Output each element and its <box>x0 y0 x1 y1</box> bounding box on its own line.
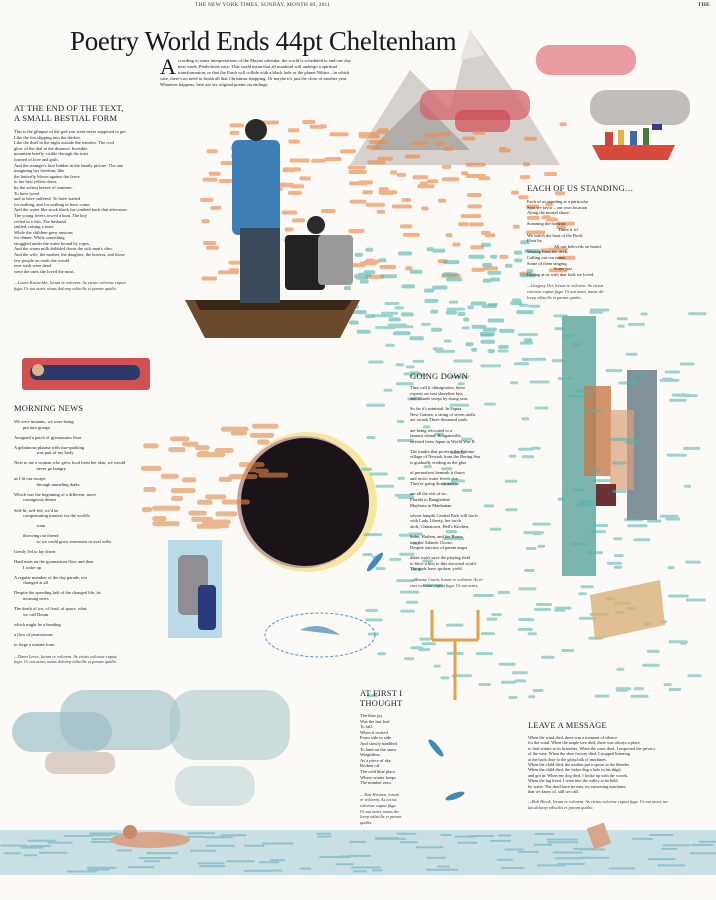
poem-each-of-us <box>527 183 707 300</box>
poem5-title-line1: AT FIRST I <box>360 688 403 698</box>
grey-cloud <box>536 45 690 125</box>
stanza: We were mutants, we were being put into groups <box>14 419 74 430</box>
poem5-body: The blue jay Was the last leaf To fall When it rocked From side to side And slowly tumbled To land on the snow Weightless As a piece of sky Broken off The cold blue place Where winter keeps The number zero. <box>360 713 397 786</box>
stanza: Hard mats on the gymnasium floor and then I woke up <box>14 559 94 570</box>
sea-strokes-teal <box>331 240 541 353</box>
masthead-dateline: THE NEW YORK TIMES, SUNDAY, MONTH 00, 2011 <box>195 2 331 8</box>
stanza: Assigned a patch of gymnasium floor <box>14 434 82 440</box>
stanza: Which was the beginning of a different, more courageous dream <box>14 491 96 503</box>
stanza: throwing out thread so we could grow enormous in oval webs <box>23 533 112 544</box>
poem3-credit: —Dana Levin, lorum re volorem. As eicius voloriae cuptat fuga. Ut aut autet, natas dolorep ediscilis et parum quidio. <box>14 653 118 665</box>
stanza: a flow of permissions <box>14 631 53 637</box>
hooded-figure <box>168 540 222 638</box>
stadium-stands <box>590 580 665 640</box>
poem4-credit: —Maxine Cunin, lorum re volorem. As ei- cius voloriae cuptat fuga. Ut aut autet, <box>410 577 484 588</box>
clouds-lower <box>12 690 290 806</box>
poem-at-first <box>360 688 435 825</box>
stanza: whose lamplit Central Park will lurch with Lady Liberty, her torch aloft, Chinatown, Hell's Kitchen, <box>410 512 478 529</box>
skyscrapers <box>562 316 657 576</box>
poem-leave-a-message <box>528 720 713 811</box>
stanza: Next to me a woman who grew food from her skin, we would never go hungry <box>14 460 126 472</box>
intro-paragraph <box>160 54 355 88</box>
stanza: are being relocated to a famous island, Bougainville, wrested from Japan in World War II. <box>410 427 476 444</box>
poem2-title: EACH OF US STANDING… <box>527 183 634 193</box>
stanza: A regular member of the day parade, not changed at all <box>14 574 87 586</box>
bottom-water <box>0 823 716 875</box>
stanza: of permafrost beneath it thaws and arctic water levels rise. They're going down and so <box>410 470 465 487</box>
intro-dropcap: A <box>160 54 176 79</box>
stanza: as I lit our escape through tunneling darks <box>14 476 80 487</box>
stanza: want <box>14 523 46 529</box>
stanza: Self-lit, self-fed, we'd be compensating masters for the world's <box>14 507 91 519</box>
poem6-title: LEAVE A MESSAGE <box>528 720 607 730</box>
stanza: which might be a bending <box>14 621 61 627</box>
poem1-title-line2: A SMALL BESTIAL FORM <box>14 113 118 123</box>
poem5-title-line2: THOUGHT <box>360 698 403 708</box>
poem3-title: MORNING NEWS <box>14 403 84 413</box>
poem5-credit: —Tom Hennen, lorum re volorem. As eicius voloriae cuptat fuga. Ut aut autet, natas do- lorep ediscilis et parum quidio. <box>360 791 402 825</box>
stanza: are all the rest of us– Florida to Bangladesh Maylasia to Manhattan <box>410 491 452 508</box>
poem2-body: Each of us standing at a particular Spot we favor – our own location Along the mortal shore. Scanning the horizon. There it is! We watch the boat of the Book Float by. All our beloveds on board. Waving from the deck, Calling out our name. Some of them singing. Some just Gazing at us with that look we loved. <box>527 199 602 277</box>
goalpost <box>432 610 478 700</box>
poem1-credit: —Laura Kasischke, lorum re volorem. As eicius voloriae cuptat fuga. Ut aut autet, natas dolorep ediscilis et parum quidio. <box>14 280 126 292</box>
stanza: A gelatinous plasma with star-sparking was part of my body <box>14 444 85 456</box>
black-hole <box>237 432 377 572</box>
poem2-credit: —Gregory Orr, lorum re volorem. As eicius voloriae cuptat fuga. Ut aut autet, natas do- lorep ediscilis et parum quidio. <box>527 283 605 300</box>
poem-bestial-form <box>14 103 204 292</box>
poem3-body <box>14 419 164 648</box>
stanza: to forge a mutant form <box>14 642 55 648</box>
poem-going-down <box>410 371 525 588</box>
page-headline: Poetry World Ends 44pt Cheltenham <box>70 26 457 56</box>
poem-morning-news <box>14 403 164 665</box>
stanza: The death of ice, of food, of space, what we call Doom <box>14 606 87 617</box>
poem4-title: GOING DOWN <box>410 371 468 381</box>
intro-text: ccording to some interpretations of the Mayan calendar, the world is scheduled to end one day next week. Predictions vary: That could mean that all mankind will undergo a spiritual transformation, or that the Earth will collide with a black hole or the planet Nibiru – in which case, there's no need to finish all that Christmas shopping. Or maybe it's just the close of another year. Whatever happens, here are six original poems on endings. <box>160 58 351 87</box>
sleeping-figure <box>22 358 150 390</box>
poem6-credit: —Bob Hicok, lorum re volorem. As eicius voloriae cuptat fuga. Ut aut autet, na- tas dolorep ediscilis et parum quidio. <box>528 799 669 811</box>
stanza: dikes won't save the playing field to blow a kiss to this drowned world. The gods have spoken: yield. <box>410 555 477 572</box>
swimmer-sketch <box>265 613 375 657</box>
ferry-boat <box>592 124 675 160</box>
poem4-body <box>410 385 525 572</box>
poem6-body: When the wind died, there was a moment of silence for the wind. When the maple tree died, there was always a place to find winter in its branches. When the roses died, I respected the privacy of the vase. When the shoe factory died, I stopped listening at the back door to the gloss/talk of machines. When the child died, the mother put a spoon in the blender. When the child died, the father dug a hole in his thigh and got in. When my dog died, I broke up with the woods. When the log lived, I went into the valley to be held by water. The dead have no ears, no answering machines that we know of, still we call. <box>528 735 656 795</box>
stanza: Gently led to lay down <box>14 549 56 554</box>
poem1-body: This is the glimpse of the god you were never supposed to get. Like the fox slipping into the thicket. Like the thief in the night outside the window. The cool glow of the dial in the distance. Invisible mountain briefly visible through the mist formed of love and guilt. And the stranger's face hidden in the family picture. The one imagining her freedom, like the butterfly blown against the fence to her best yellow dress by the softest breeze of summer: To have loved and to have suffered. To have waited for nothing, and for nothing to have come, And the water like stock black fur combed back that afternoon: The young lovers rowed a boat. The boy reeled in a fish. The husband smiled, raising a toast. While the children grew anxious for dinner. While something struggled under the water bound by ropes. And the warm milk dribbled down the sick man's chin. And the wife, the mother, the daughter, the hostess, and those few people on earth she would ever wish were dead were the ones she loved the most. <box>14 129 128 274</box>
poem1-title-line1: AT THE END OF THE TEXT, <box>14 103 124 113</box>
stanza: The tundra that protects the Eskimo village of Newtok from the Bering Sea is gradually eroding as the glue <box>410 448 480 466</box>
stanza: They call it climigration, these experts on vast shoreline loss and islands swept by rising seas. <box>410 385 469 402</box>
stanza: So far it's minimal. In Papua New Guinea, a string of seven atolls are awash.Three thousand souls <box>410 406 476 423</box>
stanza: Soho, Harlem, and the Bronx into the Atlantic Ocean. Despite outcries of parent angst <box>410 533 467 551</box>
masthead-page-marker: THE <box>697 2 710 8</box>
stanza: Despite the speeding helt of the changed life, its morning news <box>14 590 101 602</box>
masthead <box>0 2 716 12</box>
